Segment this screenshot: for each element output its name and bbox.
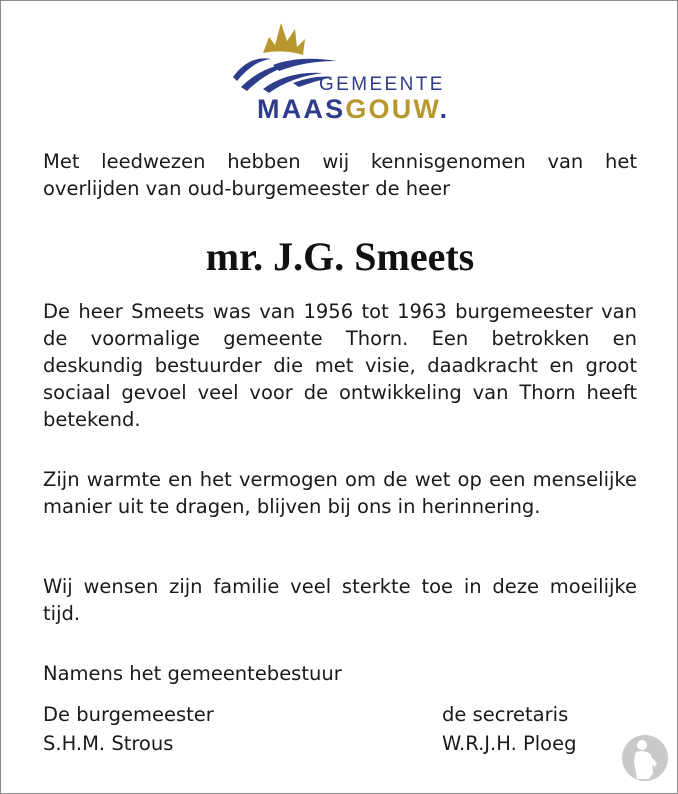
logo-maas-text: MAAS xyxy=(257,94,346,124)
deceased-name: mr. J.G. Smeets xyxy=(205,234,475,279)
mourning-figure-icon xyxy=(621,733,669,788)
logo-gemeente-text: GEMEENTE xyxy=(319,74,445,95)
bio-paragraph: De heer Smeets was van 1956 tot 1963 burgemeester van de voormalige gemeente Thorn. Een betrokken en deskundig bestuurder die met visie, daadkracht en groot sociaal gevoel veel voor de ontwikkeling van Thorn heeft betekend. xyxy=(43,300,637,431)
logo-gouw-text: GOUW xyxy=(345,94,440,124)
intro-paragraph: Met leedwezen hebben wij kennisgenomen van het overlijden van oud-burgemeester de heer xyxy=(43,150,637,200)
logo-maasgouw-text xyxy=(257,94,449,125)
municipality-logo xyxy=(1,1,678,131)
mayor-role: De burgemeester xyxy=(43,703,214,726)
memory-paragraph: Zijn warmte en het vermogen om de wet op een menselijke manier uit te dragen, blijven bij ons in herinnering. xyxy=(43,468,637,518)
wishes-paragraph: Wij wensen zijn familie veel sterkte toe in deze moeilijke tijd. xyxy=(43,575,637,625)
mayor-name: S.H.M. Strous xyxy=(43,732,174,755)
on-behalf-line: Namens het gemeentebestuur xyxy=(43,662,342,685)
secretary-name: W.R.J.H. Ploeg xyxy=(442,732,577,755)
secretary-role: de secretaris xyxy=(442,703,569,726)
logo-dot: . xyxy=(439,94,450,124)
